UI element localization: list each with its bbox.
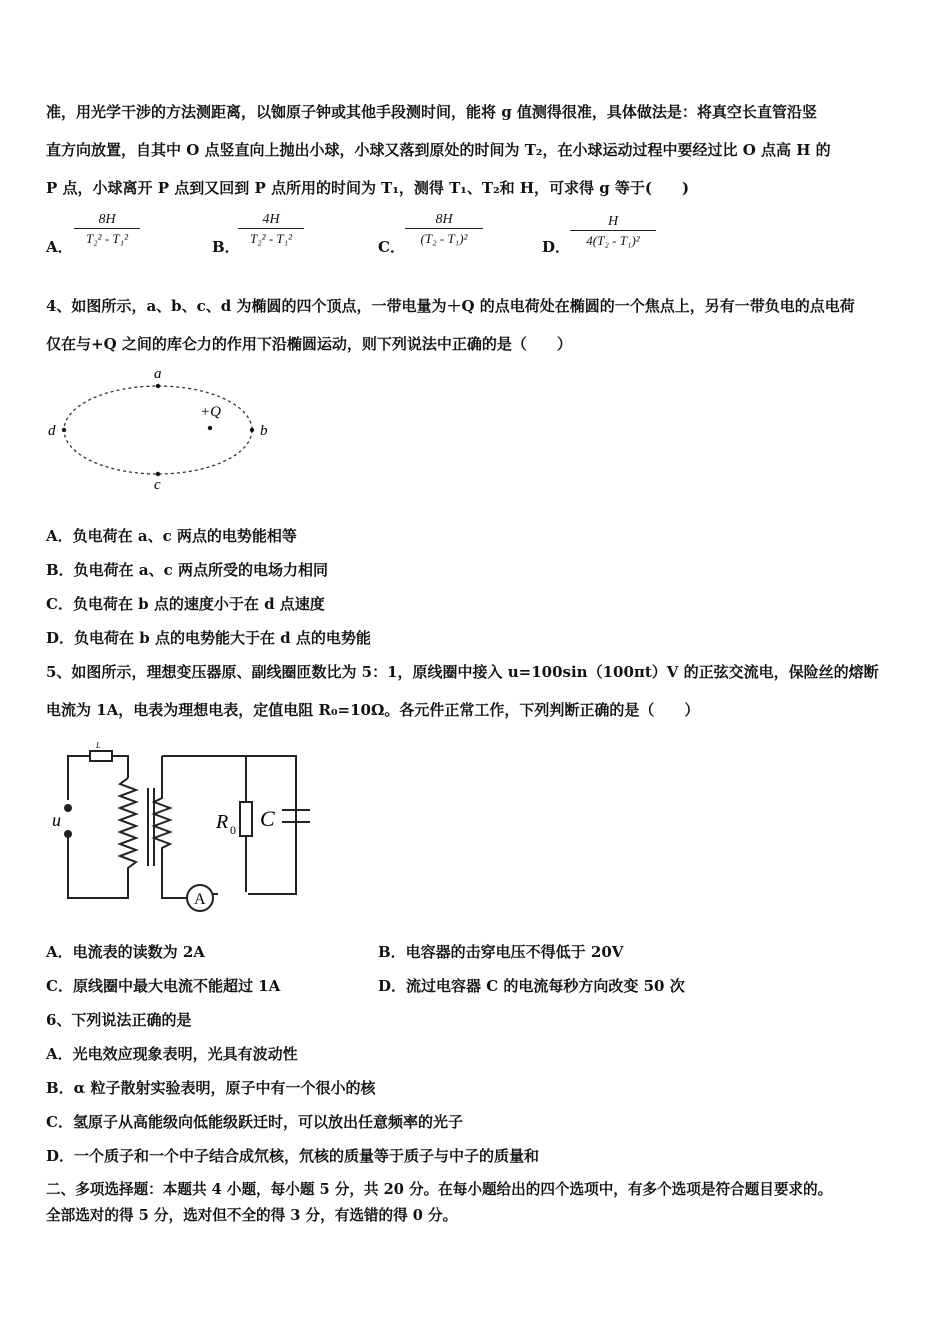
source-label: u: [52, 810, 61, 830]
q3-option-c-fraction: [405, 212, 483, 247]
ellipse-orbit: [64, 386, 252, 474]
q6-stem: 6、下列说法正确的是: [46, 1011, 192, 1029]
transformer-circuit-figure: [50, 738, 310, 918]
q3-option-d-label: D．: [542, 238, 571, 256]
q3-line-3: P 点，小球离开 P 点到又回到 P 点所用的时间为 T₁，测得 T₁、T₂和 H，可求得 g 等于( ): [46, 179, 690, 197]
q3-option-a-denominator: T₂² - T₁²: [74, 228, 140, 247]
section2-line-1: 二、多项选择题：本题共 4 小题，每小题 5 分，共 20 分。在每小题给出的四个选项中，有多个选项是符合题目要求的。: [46, 1181, 833, 1198]
q3-option-d-numerator: H: [607, 214, 619, 229]
q3-option-d-fraction: [570, 214, 656, 249]
point-a: [156, 384, 160, 388]
q5-line-2: 电流为 1A，电表为理想电表，定值电阻 R₀=10Ω。各元件正常工作，下列判断正确的是（ ）: [46, 701, 700, 719]
resistor-label: R: [216, 811, 229, 833]
q5-option-a: A．电流表的读数为 2A: [46, 943, 205, 961]
source-terminal-bottom: [64, 830, 72, 838]
q3-option-c-denominator: (T₂ - T₁)²: [405, 228, 483, 247]
resistor-subscript: 0: [230, 823, 236, 837]
source-terminal-top: [64, 804, 72, 812]
ammeter-label: A: [194, 891, 206, 908]
capacitor-label: C: [260, 806, 275, 831]
q3-option-b-numerator: 4H: [262, 212, 280, 227]
q6-option-b: B．α 粒子散射实验表明，原子中有一个很小的核: [46, 1079, 376, 1097]
label-d: d: [48, 423, 56, 439]
q5-line-1: 5、如图所示，理想变压器原、副线圈匝数比为 5：1，原线圈中接入 u=100sin（100πt）V 的正弦交流电，保险丝的熔断: [46, 663, 879, 681]
q6-option-d: D．一个质子和一个中子结合成氘核，氘核的质量等于质子与中子的质量和: [46, 1147, 540, 1165]
q3-option-b-fraction: [238, 212, 304, 247]
ellipse-figure: [40, 362, 290, 492]
label-charge: +Q: [200, 404, 221, 420]
q3-line-1: 准，用光学干涉的方法测距离，以铷原子钟或其他手段测时间，能将 g 值测得很准，具体做法是：将真空长直管沿竖: [46, 103, 817, 121]
q6-option-a: A．光电效应现象表明，光具有波动性: [46, 1045, 298, 1063]
q4-option-c: C．负电荷在 b 点的速度小于在 d 点速度: [46, 595, 325, 613]
q3-option-a-numerator: 8H: [98, 212, 116, 227]
q3-option-a-label: A．: [46, 238, 73, 256]
q4-option-a: A．负电荷在 a、c 两点的电势能相等: [46, 527, 297, 545]
point-b: [250, 428, 254, 432]
label-c: c: [154, 477, 161, 492]
q3-option-b-denominator: T₂² - T₁²: [238, 228, 304, 247]
q3-option-d-denominator: 4(T₂ - T₁)²: [570, 230, 656, 249]
point-c: [156, 472, 160, 476]
section2-line-2: 全部选对的得 5 分，选对但不全的得 3 分，有选错的得 0 分。: [46, 1207, 458, 1224]
q4-option-b: B．负电荷在 a、c 两点所受的电场力相同: [46, 561, 328, 579]
label-b: b: [260, 423, 268, 439]
label-a: a: [154, 366, 162, 382]
q3-line-2: 直方向放置，自其中 O 点竖直向上抛出小球，小球又落到原处的时间为 T₂，在小球运动过程中要经过比 O 点高 H 的: [46, 141, 831, 159]
q4-line-2: 仅在与+Q 之间的库仑力的作用下沿椭圆运动，则下列说法中正确的是（ ）: [46, 335, 572, 353]
q3-option-b-label: B．: [212, 238, 240, 256]
q5-option-d: D．流过电容器 C 的电流每秒方向改变 50 次: [378, 977, 685, 995]
q4-option-d: D．负电荷在 b 点的电势能大于在 d 点的电势能: [46, 629, 371, 647]
q5-option-c: C．原线圈中最大电流不能超过 1A: [46, 977, 281, 995]
q3-option-a-fraction: [74, 212, 140, 247]
point-d: [62, 428, 66, 432]
fuse-label: L: [96, 741, 101, 750]
charge-point: [208, 426, 212, 430]
q3-option-c-numerator: 8H: [435, 212, 453, 227]
q6-option-c: C．氢原子从高能级向低能级跃迁时，可以放出任意频率的光子: [46, 1113, 463, 1131]
q5-option-b: B．电容器的击穿电压不得低于 20V: [378, 943, 624, 961]
q4-line-1: 4、如图所示，a、b、c、d 为椭圆的四个顶点，一带电量为＋Q 的点电荷处在椭圆的一个焦点上，另有一带负电的点电荷: [46, 297, 855, 315]
q3-option-c-label: C．: [378, 238, 405, 256]
